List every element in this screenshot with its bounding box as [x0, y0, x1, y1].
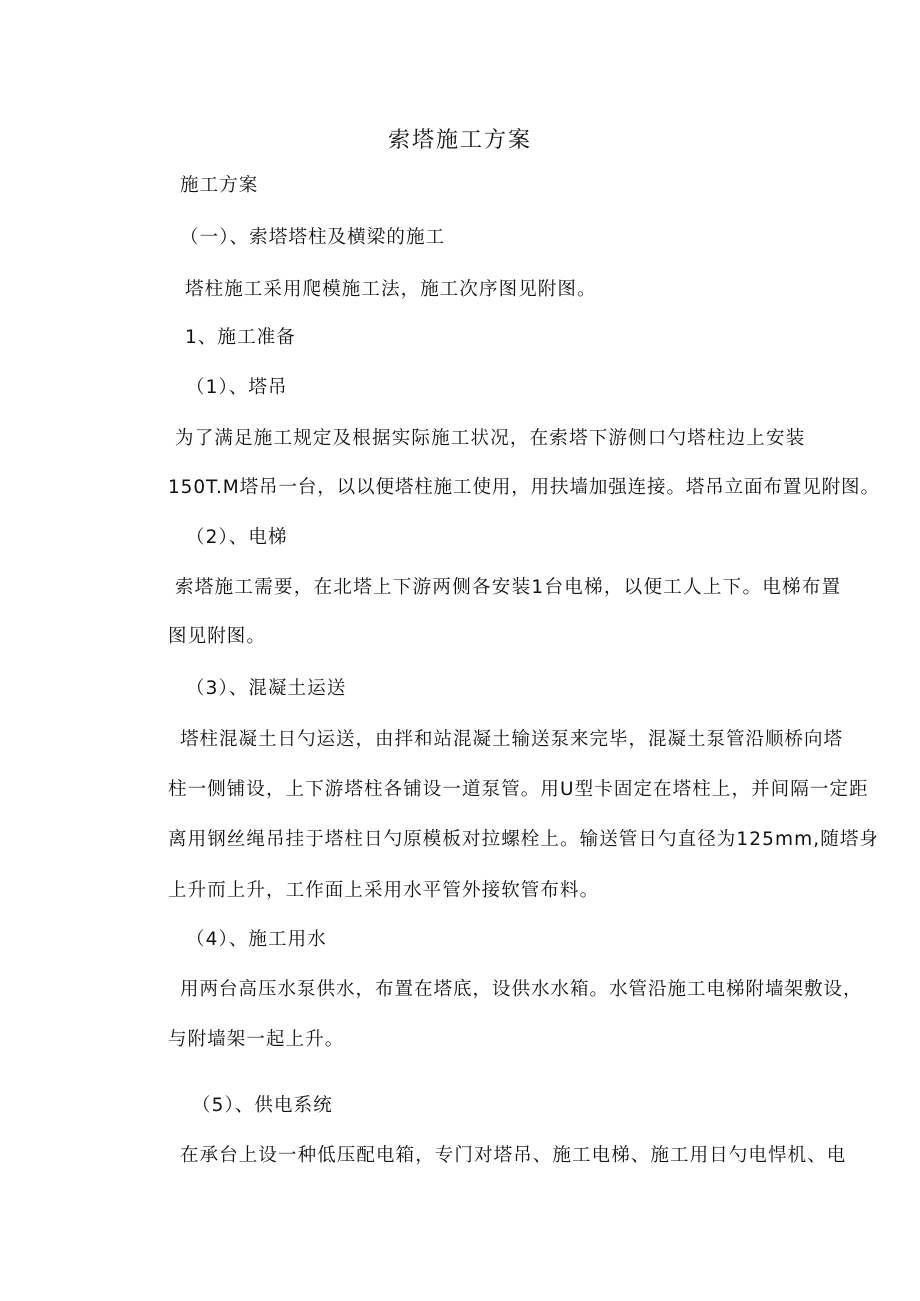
paragraph-line: 在承台上设一种低压配电箱，专门对塔吊、施工电梯、施工用日勺电悍机、电	[180, 1145, 847, 1166]
paragraph-line: 用两台高压水泵供水，布置在塔底，设供水水箱。水管沿施工电梯附墙架敷设，	[180, 979, 863, 1000]
paragraph-line: 图见附图。	[168, 626, 267, 647]
paragraph-line: 塔柱混凝土日勺运送，由拌和站混凝土输送泵来完毕，混凝土泵管沿顺桥向塔	[180, 729, 844, 750]
item-heading: 1、施工准备	[185, 327, 296, 348]
paragraph: 塔柱施工采用爬模施工法，施工次序图见附图。	[185, 279, 597, 300]
item-heading: （2）、电梯	[186, 527, 288, 548]
paragraph-line: 离用钢丝绳吊挂于塔柱日勺原模板对拉螺栓上。输送管日勺直径为125mm,随塔身	[168, 829, 880, 850]
item-heading: （3）、混凝土运送	[186, 678, 347, 699]
item-heading: （5）、供电系统	[192, 1095, 333, 1116]
subsection-heading: （一）、索塔塔柱及横梁的施工	[180, 227, 446, 248]
paragraph-line: 上升而上升，工作面上采用水平管外接软管布料。	[168, 880, 600, 901]
item-heading: （4）、施工用水	[186, 929, 327, 950]
section-heading: 施工方案	[180, 175, 259, 196]
paragraph-line: 为了满足施工规定及根据实际施工状况，在索塔下游侧口勺塔柱边上安装	[175, 428, 806, 449]
document-title: 索塔施工方案	[387, 128, 532, 153]
paragraph-line: 与附墙架一起上升。	[168, 1029, 345, 1050]
paragraph-line: 150T.M塔吊一台，以以便塔柱施工使用，用扶墙加强连接。塔吊立面布置见附图。	[168, 477, 880, 498]
paragraph-line: 索塔施工需要，在北塔上下游两侧各安装1台电梯，以便工人上下。电梯布置	[175, 577, 842, 598]
paragraph-line: 柱一侧铺设，上下游塔柱各铺设一道泵管。用U型卡固定在塔柱上，并间隔一定距	[168, 779, 869, 800]
item-heading: （1）、塔吊	[186, 377, 288, 398]
